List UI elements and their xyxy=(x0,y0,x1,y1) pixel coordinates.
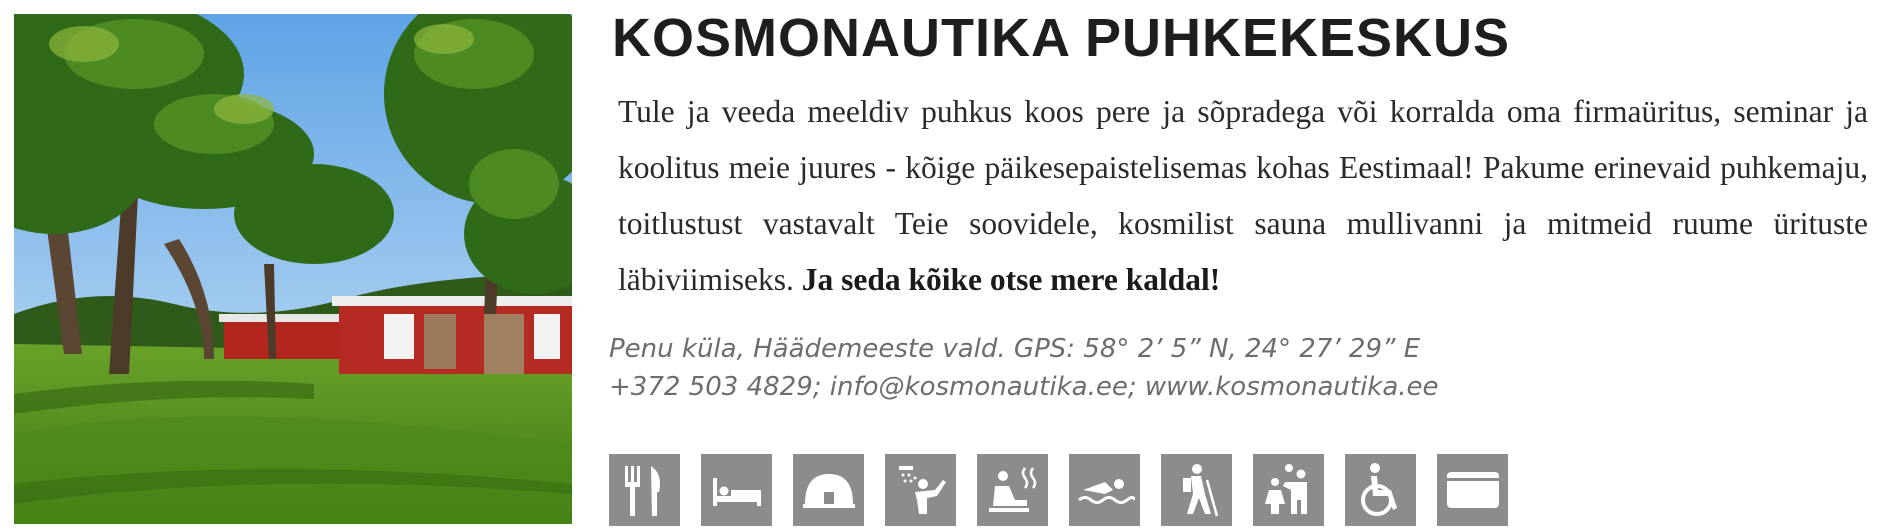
wheelchair-icon xyxy=(1345,454,1416,526)
resort-photo xyxy=(14,14,572,524)
address-line: Penu küla, Häädemeeste vald. GPS: 58° 2’ 5” N, 24° 27’ 29” E xyxy=(609,334,1421,364)
sauna-icon xyxy=(977,454,1048,526)
contact-line: +372 503 4829; info@kosmonautika.ee; www.kosmonautika.ee xyxy=(609,372,1439,402)
description-text: Tule ja veeda meeldiv puhkus koos pere ja sõpradega või korralda oma firmaüritus, seminar ja koolitus meie juures - kõige päikesepaistelisemas kohas Eestimaal! Pakume erinevaid puhkemaju, toitlustust vastavalt Teie soovidele, kosmilist sauna mullivanni ja mitmeid ruume ürituste läbiviimiseks. xyxy=(618,94,1868,297)
contact-info xyxy=(609,330,1609,406)
hiking-icon xyxy=(1161,454,1232,526)
shower-icon xyxy=(885,454,956,526)
amenity-icons xyxy=(609,454,1508,526)
description xyxy=(618,84,1868,308)
family-icon xyxy=(1253,454,1324,526)
description-emphasis: Ja seda kõike otse mere kaldal! xyxy=(801,262,1221,297)
restaurant-icon xyxy=(609,454,680,526)
card-icon xyxy=(1437,454,1508,526)
swimming-icon xyxy=(1069,454,1140,526)
page-title: KOSMONAUTIKA PUHKEKESKUS xyxy=(612,8,1511,68)
dome-icon xyxy=(793,454,864,526)
bed-icon xyxy=(701,454,772,526)
